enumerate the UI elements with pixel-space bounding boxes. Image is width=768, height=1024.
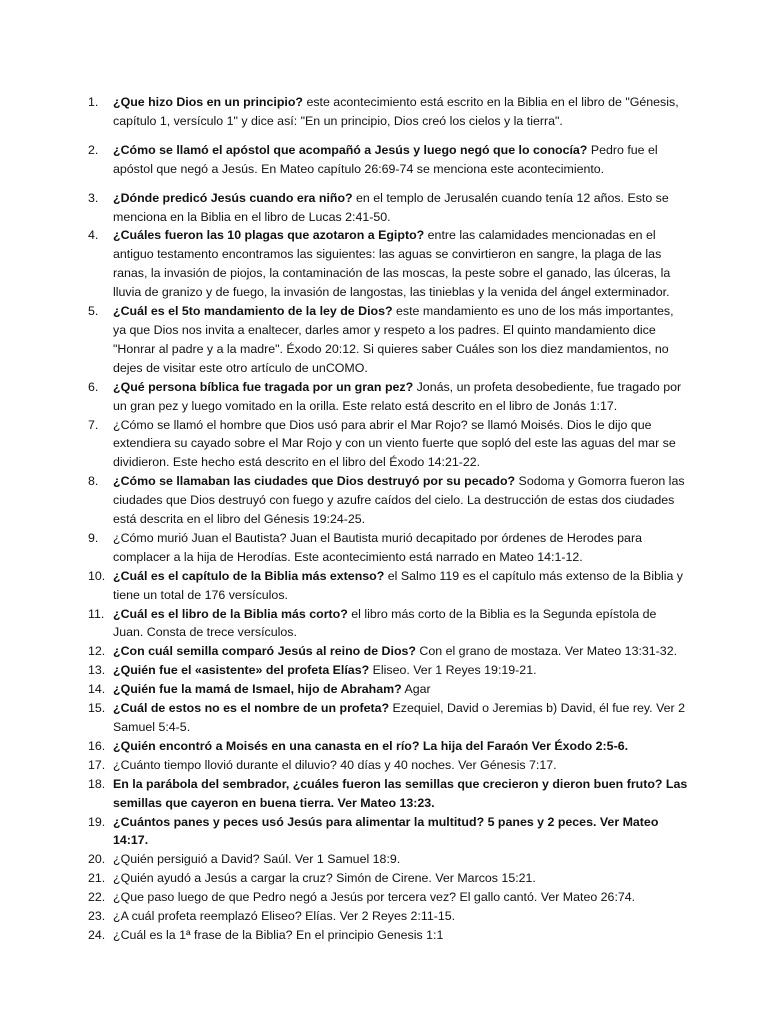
answer-text: ¿Cuánto tiempo llovió durante el diluvio? 40 días y 40 noches. Ver Génesis 7:17.: [113, 757, 557, 772]
list-item: [88, 416, 688, 473]
list-item: [88, 737, 688, 756]
item-number: 6.: [88, 379, 99, 394]
answer-text: ¿Que paso luego de que Pedro negó a Jesús por tercera vez? El gallo cantó. Ver Mateo 26:74.: [113, 890, 636, 905]
list-item: [88, 813, 688, 851]
question-text: ¿Quién fue la mamá de Ismael, hijo de Abraham?: [113, 682, 402, 697]
item-number: 2.: [88, 142, 99, 157]
item-number: 14.: [88, 682, 106, 697]
question-text: ¿Cuál de estos no es el nombre de un profeta?: [113, 701, 390, 716]
question-text: ¿Que hizo Dios en un principio?: [113, 95, 303, 109]
item-number: 4.: [88, 228, 99, 243]
list-item: [88, 189, 688, 227]
answer-text: en el templo de Jerusalén cuando tenía 12 años. Esto se menciona en la Biblia en el libro de Lucas 2:41-50.: [113, 190, 669, 224]
question-list: [88, 93, 688, 945]
item-number: 12.: [88, 644, 106, 659]
answer-text: Agar: [401, 682, 431, 697]
list-item: [88, 605, 688, 643]
question-text: ¿Cuál es el libro de la Biblia más corto?: [113, 606, 348, 621]
list-item: [88, 642, 688, 661]
item-number: 18.: [88, 776, 106, 791]
item-number: 13.: [88, 663, 106, 678]
list-item: [88, 93, 688, 131]
question-text: ¿Cómo se llamó el apóstol que acompañó a Jesús y luego negó que lo conocía?: [113, 142, 588, 157]
item-number: 1.: [88, 95, 99, 109]
question-text: ¿Qué persona bíblica fue tragada por un gran pez?: [113, 379, 414, 394]
item-number: 11.: [88, 606, 105, 621]
question-text: ¿Con cuál semilla comparó Jesús al reino de Dios?: [113, 644, 416, 659]
list-item: [88, 850, 688, 869]
question-text: ¿Quién fue el «asistente» del profeta Elías?: [113, 663, 370, 678]
item-number: 15.: [88, 701, 106, 716]
question-text: ¿Cuál es el capítulo de la Biblia más extenso?: [113, 568, 385, 583]
answer-text: Jonás, un profeta desobediente, fue tragado por un gran pez y luego vomitado en la orilla. Este relato está descrito en el libro de Jonás 1:17.: [113, 379, 682, 413]
item-number: 16.: [88, 738, 106, 753]
list-item: [88, 775, 688, 813]
answer-text: ¿Quién ayudó a Jesús a cargar la cruz? Simón de Cirene. Ver Marcos 15:21.: [113, 871, 536, 886]
answer-text: Ezequiel, David o Jeremias b) David, él fue rey. Ver 2 Samuel 5:4-5.: [113, 701, 685, 734]
list-item: [88, 926, 688, 945]
answer-text: este mandamiento es uno de los más importantes, ya que Dios nos invita a enaltecer, darles amor y respeto a los padres. El quinto mandamiento dice "Honrar al padre y a la madre". Éxodo 20:12. Si quieres saber Cuáles son los diez mandamientos, no dejes de visitar este otro artículo de unCOMO.: [113, 304, 674, 375]
item-number: 22.: [88, 890, 106, 905]
answer-text: ¿Cómo se llamó el hombre que Dios usó para abrir el Mar Rojo? se llamó Moisés. Dios le dijo que extendiera su cayado sobre el Mar Rojo y con un viento fuerte que sopló del este las aguas del mar se dividieron. Este hecho está descrito en el libro del Éxodo 14:21-22.: [113, 417, 676, 470]
answer-text: el libro más corto de la Biblia es la Segunda epístola de Juan. Consta de trece versículos.: [113, 606, 657, 640]
question-text: En la parábola del sembrador, ¿cuáles fueron las semillas que crecieron y dieron buen fruto? Las semillas que cayeron en buena tierra. Ver Mateo 13:23.: [113, 776, 688, 810]
item-number: 17.: [88, 757, 106, 772]
list-item: [88, 888, 688, 907]
answer-text: ¿Cómo murió Juan el Bautista? Juan el Bautista murió decapitado por órdenes de Herodes para complacer a la hija de Herodías. Este acontecimiento está narrado en Mateo 14:1-12.: [113, 530, 642, 564]
answer-text: Con el grano de mostaza. Ver Mateo 13:31-32.: [415, 644, 678, 659]
answer-text: este acontecimiento está escrito en la Biblia en el libro de "Génesis, capítulo 1, versículo 1" y dice así: "En un principio, Dios creó los cielos y la tierra".: [113, 95, 679, 128]
item-number: 3.: [88, 190, 99, 205]
item-number: 21.: [88, 871, 106, 886]
list-item: [88, 529, 688, 567]
question-text: ¿Dónde predicó Jesús cuando era niño?: [113, 190, 353, 205]
item-number: 8.: [88, 474, 99, 489]
item-number: 20.: [88, 852, 106, 867]
question-text: ¿Quién encontró a Moisés en una canasta en el río? La hija del Faraón Ver Éxodo 2:5-6.: [113, 738, 629, 753]
list-item: [88, 378, 688, 416]
list-item: [88, 567, 688, 605]
list-item: [88, 472, 688, 529]
item-number: 10.: [88, 568, 106, 583]
question-text: ¿Cómo se llamaban las ciudades que Dios destruyó por su pecado?: [113, 474, 516, 489]
item-number: 19.: [88, 814, 106, 829]
list-item: [88, 756, 688, 775]
item-number: 5.: [88, 304, 99, 319]
list-item: [88, 680, 688, 699]
list-item: [88, 141, 688, 179]
list-item: [88, 661, 688, 680]
list-item: [88, 699, 688, 737]
item-number: 23.: [88, 909, 106, 924]
list-item: [88, 869, 688, 888]
answer-text: el Salmo 119 es el capítulo más extenso de la Biblia y tiene un total de 176 versículos.: [113, 568, 683, 602]
list-item: [88, 302, 688, 378]
answer-text: ¿A cuál profeta reemplazó Eliseo? Elías. Ver 2 Reyes 2:11-15.: [113, 909, 456, 924]
item-number: 7.: [88, 417, 99, 432]
answer-text: ¿Cuál es la 1ª frase de la Biblia? En el principio Genesis 1:1: [113, 927, 444, 942]
question-text: ¿Cuáles fueron las 10 plagas que azotaron a Egipto?: [113, 228, 425, 243]
question-text: ¿Cuál es el 5to mandamiento de la ley de Dios?: [113, 304, 393, 319]
answer-text: Eliseo. Ver 1 Reyes 19:19-21.: [369, 663, 537, 678]
item-number: 24.: [88, 927, 106, 942]
answer-text: Sodoma y Gomorra fueron las ciudades que Dios destruyó con fuego y azufre caídos del cielo. La destrucción de estas dos ciudades está descrita en el libro del Génesis 19:24-25.: [113, 474, 685, 527]
answer-text: ¿Quién persiguió a David? Saúl. Ver 1 Samuel 18:9.: [113, 852, 401, 867]
question-text: ¿Cuántos panes y peces usó Jesús para alimentar la multitud? 5 panes y 2 peces. Ver Mateo 14:17.: [113, 814, 659, 848]
answer-text: Pedro fue el apóstol que negó a Jesús. En Mateo capítulo 26:69-74 se menciona este acontecimiento.: [113, 142, 658, 176]
list-item: [88, 226, 688, 302]
answer-text: entre las calamidades mencionadas en el antiguo testamento encontramos las siguientes: las aguas se convirtieron en sangre, la plaga de las ranas, la invasión de piojos, la contaminación de las moscas, la peste sobre el ganado, las úlceras, la lluvia de granizo y de fuego, la invasión de langostas, las tinieblas y la venida del ángel exterminador.: [113, 228, 671, 300]
item-number: 9.: [88, 530, 99, 545]
list-item: [88, 907, 688, 926]
